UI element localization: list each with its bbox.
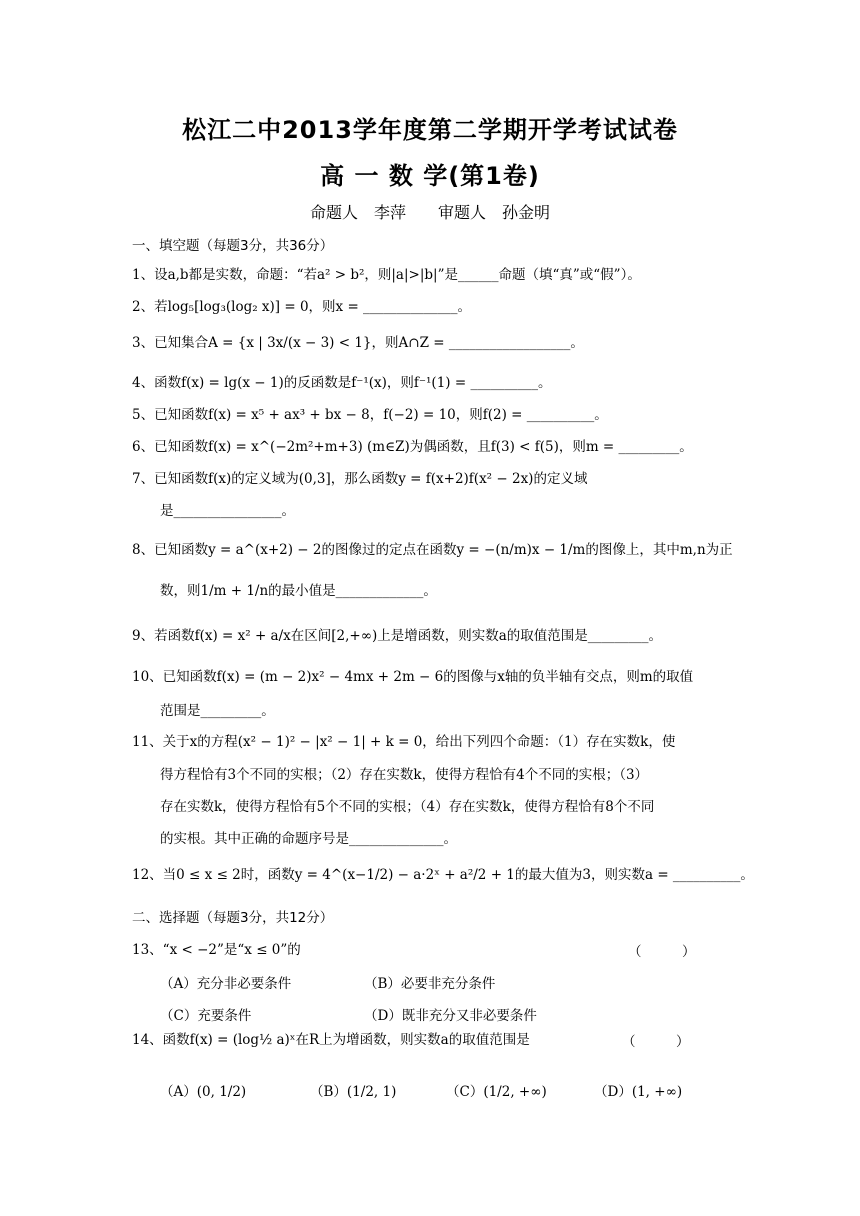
option-13-c: （C）充要条件 <box>160 1008 252 1024</box>
exam-subtitle: 高 一 数 学(第1卷) <box>320 162 540 190</box>
question-10-line2: 范围是_________。 <box>160 703 275 719</box>
question-11-line3: 存在实数k，使得方程恰有5个不同的实根；（4）存在实数k，使得方程恰有8个不同 <box>160 799 655 815</box>
question-8-line1: 8、已知函数y = a^(x+2) − 2的图像过的定点在函数y = −(n/m)x − 1/m的图像上，其中m,n为正 <box>132 542 733 558</box>
question-4: 4、函数f(x) = lg(x − 1)的反函数是f⁻¹(x)，则f⁻¹(1) = __________。 <box>132 375 552 391</box>
option-13-a: （A）充分非必要条件 <box>160 976 292 992</box>
exam-authors: 命题人 李萍 审题人 孙金明 <box>309 203 550 222</box>
question-12: 12、当0 ≤ x ≤ 2时，函数y = 4^(x−1/2) − a·2ˣ + a²/2 + 1的最大值为3，则实数a = __________。 <box>132 867 754 883</box>
option-13-d: （D）既非充分又非必要条件 <box>364 1008 537 1024</box>
question-8-line2: 数，则1/m + 1/n的最小值是_____________。 <box>160 583 437 599</box>
question-3: 3、已知集合A = {x | 3x/(x − 3) < 1}，则A∩Z = __________________。 <box>132 335 584 351</box>
question-9: 9、若函数f(x) = x² + a/x在区间[2,+∞)上是增函数，则实数a的取值范围是_________。 <box>132 628 663 644</box>
answer-bracket-14: （ ） <box>622 1034 690 1050</box>
question-5: 5、已知函数f(x) = x⁵ + ax³ + bx − 8，f(−2) = 10，则f(2) = __________。 <box>132 407 608 423</box>
question-11-line4: 的实根。其中正确的命题序号是______________。 <box>160 831 457 847</box>
question-14: 14、函数f(x) = (log½ a)ˣ在R上为增函数，则实数a的取值范围是 <box>132 1032 530 1048</box>
question-2: 2、若log₅[log₃(log₂ x)] = 0，则x = ______________。 <box>132 299 472 315</box>
option-14-c: （C）(1/2, +∞) <box>446 1084 547 1100</box>
option-13-b: （B）必要非充分条件 <box>364 976 496 992</box>
section2-heading: 二、选择题（每题3分，共12分） <box>132 910 334 926</box>
question-11-line2: 得方程恰有3个不同的实根；（2）存在实数k，使得方程恰有4个不同的实根；（3） <box>160 767 649 783</box>
section1-heading: 一、填空题（每题3分，共36分） <box>132 238 334 254</box>
exam-title: 松江二中2013学年度第二学期开学考试试卷 <box>182 116 678 144</box>
question-7-line2: 是________________。 <box>160 503 295 519</box>
answer-bracket-13: （ ） <box>628 944 696 960</box>
option-14-b: （B）(1/2, 1) <box>310 1084 397 1100</box>
question-6: 6、已知函数f(x) = x^(−2m²+m+3) (m∈Z)为偶函数，且f(3) < f(5)，则m = _________。 <box>132 439 693 455</box>
question-1: 1、设a,b都是实数，命题：“若a² > b²，则|a|>|b|”是______命题（填“真”或“假”）。 <box>132 267 641 283</box>
question-10-line1: 10、已知函数f(x) = (m − 2)x² − 4mx + 2m − 6的图像与x轴的负半轴有交点，则m的取值 <box>132 669 694 685</box>
option-14-d: （D）(1, +∞) <box>594 1084 683 1100</box>
question-11-line1: 11、关于x的方程(x² − 1)² − |x² − 1| + k = 0，给出下列四个命题：（1）存在实数k，使 <box>132 734 676 750</box>
question-7-line1: 7、已知函数f(x)的定义域为(0,3]，那么函数y = f(x+2)f(x² − 2x)的定义域 <box>132 471 588 487</box>
option-14-a: （A）(0, 1/2) <box>160 1084 247 1100</box>
question-13: 13、“x < −2”是“x ≤ 0”的 <box>132 942 301 958</box>
